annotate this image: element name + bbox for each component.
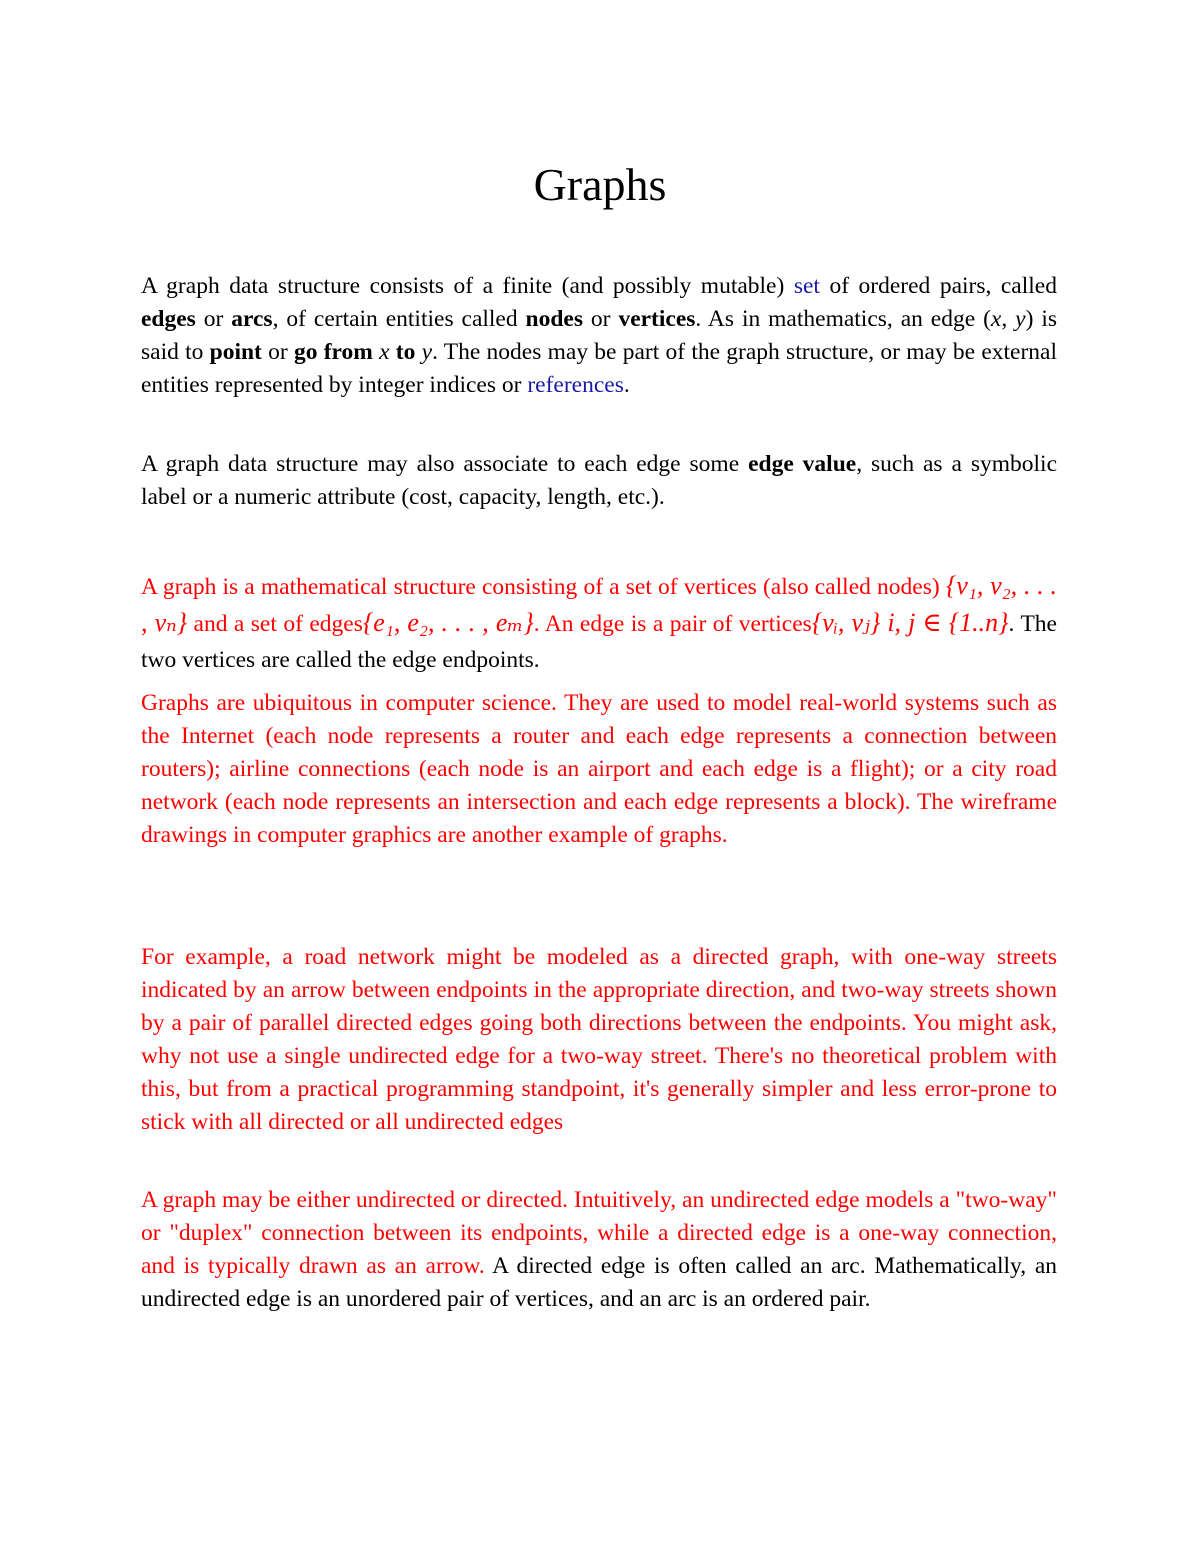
text-run: . As in mathematics, an edge ( xyxy=(695,306,991,332)
math-vertex-set: {v₁, v₂, . . . , vₙ} xyxy=(141,571,1058,637)
term-edges: edges xyxy=(141,306,196,332)
math-x: x xyxy=(990,306,1002,332)
term-edge-value: edge value xyxy=(748,451,857,477)
text-run: or xyxy=(261,339,294,365)
paragraph-graph-data-structure xyxy=(141,270,1057,402)
text-run: A graph data structure may also associate to each edge some xyxy=(141,451,749,477)
text-run: A graph is a mathematical structure consisting of a set of vertices (also called nodes) xyxy=(141,574,946,600)
link-set[interactable]: set xyxy=(793,273,820,299)
math-y: y xyxy=(1015,306,1026,332)
paragraph-road-network-example: For example, a road network might be modeled as a directed graph, with one-way streets indicated by an arrow between endpoints in the appropriate direction, and two-way streets shown by a pair of parallel directed edges going both directions between the endpoints. You might ask, why not use a single undirected edge for a two-way street. There's no theoretical problem with this, but from a practical programming standpoint, it's generally simpler and less error-prone to stick with all directed or all undirected edges xyxy=(141,944,1057,1135)
text-run: . An edge is a pair of vertices xyxy=(533,611,812,637)
link-references[interactable]: references xyxy=(527,372,624,398)
paragraph-graphs-ubiquitous: Graphs are ubiquitous in computer science. They are used to model real-world systems such as the Internet (each node represents a router and each edge represents a connection between routers); airline connections (each node is an airport and each edge is a flight); or a city road network (each node represents an intersection and each edge represents a block). The wireframe drawings in computer graphics are another example of graphs. xyxy=(141,690,1057,848)
term-arcs: arcs xyxy=(231,306,273,332)
math-y: y xyxy=(421,339,433,365)
math-x: x xyxy=(379,339,390,365)
term-vertices: vertices xyxy=(618,306,696,332)
text-run: , xyxy=(1001,306,1016,332)
page-title: Graphs xyxy=(533,159,667,210)
paragraph-directed-undirected xyxy=(141,1184,1057,1316)
text-run: A graph data structure consists of a finite (and possibly mutable) xyxy=(141,273,794,299)
math-edge-set: {e₁, e₂, . . . , eₘ} xyxy=(362,608,534,637)
text-run: and a set of edges xyxy=(187,611,363,637)
text-run: . The nodes may be part of the graph structure, or may be external entities represented by integer indices or xyxy=(141,339,1058,398)
text-run: , such as a symbolic label or a numeric attribute (cost, capacity, length, etc.). xyxy=(141,451,1057,510)
text-run: or xyxy=(583,306,619,332)
text-run: . The two vertices are called the edge endpoints. xyxy=(141,611,1057,673)
term-point: point xyxy=(209,339,262,365)
math-vertex-pair: {vᵢ, vⱼ} i, j ∈ {1..n} xyxy=(811,608,1009,637)
term-to: to xyxy=(395,339,416,365)
text-run: . xyxy=(623,372,630,398)
text-run: A directed edge is often called an arc. Mathematically, an undirected edge is an unordered pair of vertices, and an arc is an ordered pair. xyxy=(141,1253,1058,1312)
text-run: ) is said to xyxy=(141,306,1058,365)
text-run: , of certain entities called xyxy=(272,306,526,332)
paragraph-edge-value xyxy=(141,448,1057,514)
text-run-red: A graph may be either undirected or directed. Intuitively, an undirected edge models a "two-way" or "duplex" connection between its endpoints, while a directed edge is a one-way connection, and is typically drawn as an arrow. xyxy=(141,1187,1057,1279)
text-run: of ordered pairs, called xyxy=(819,273,1057,299)
term-go-from: go from xyxy=(293,339,373,365)
paragraph-graph-definition xyxy=(141,568,1057,678)
text-run: or xyxy=(195,306,232,332)
term-nodes: nodes xyxy=(525,306,584,332)
